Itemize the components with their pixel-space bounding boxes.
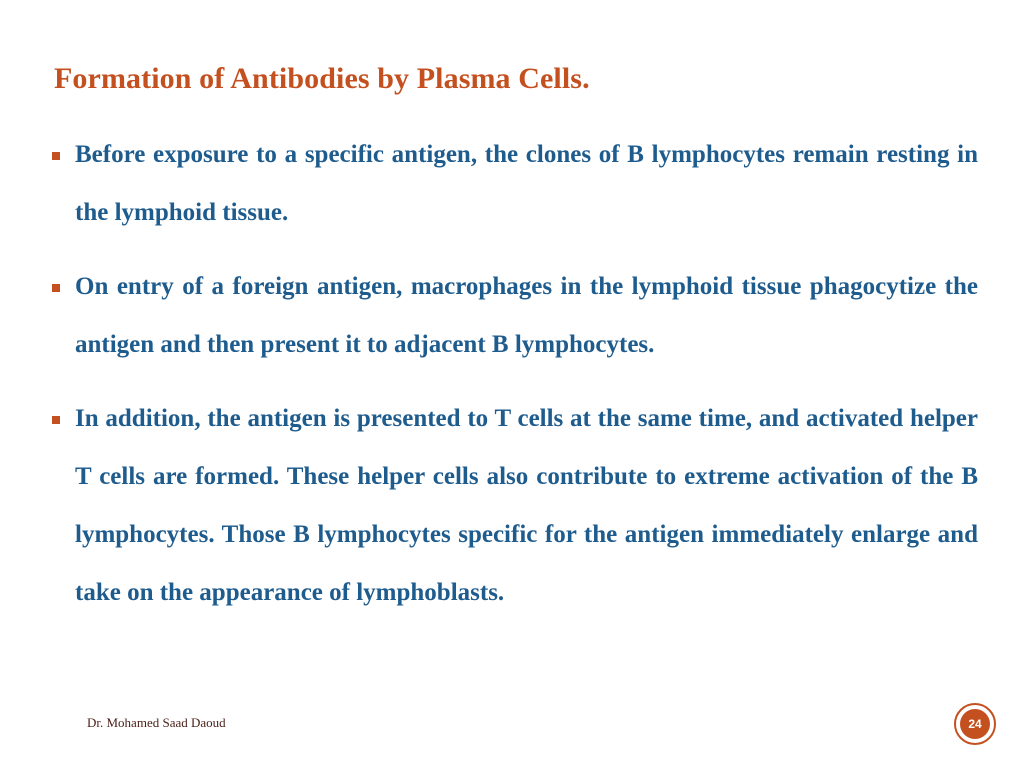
page-number-badge: [954, 703, 996, 745]
bullet-item: [52, 390, 978, 622]
square-bullet-icon: [52, 152, 60, 160]
bullet-text: On entry of a foreign antigen, macrophages in the lymphoid tissue phagocytize the antigen and then present it to adjacent B lymphocytes.: [75, 273, 978, 358]
square-bullet-icon: [52, 284, 60, 292]
bullet-item: [52, 126, 978, 242]
bullet-text: In addition, the antigen is presented to T cells at the same time, and activated helper T cells are formed. These helper cells also contribute to extreme activation of the B lymphocytes. Those B lymphocytes specific for the antigen immediately enlarge and take on the appearance of lymphoblasts.: [75, 405, 978, 606]
square-bullet-icon: [52, 416, 60, 424]
bullet-item: [52, 258, 978, 374]
bullet-text: Before exposure to a specific antigen, the clones of B lymphocytes remain resting in the lymphoid tissue.: [75, 141, 978, 226]
page-number: 24: [960, 709, 990, 739]
footer-author: Dr. Mohamed Saad Daoud: [87, 715, 226, 730]
bullet-list: [52, 126, 978, 638]
slide-title: Formation of Antibodies by Plasma Cells.: [54, 62, 590, 95]
